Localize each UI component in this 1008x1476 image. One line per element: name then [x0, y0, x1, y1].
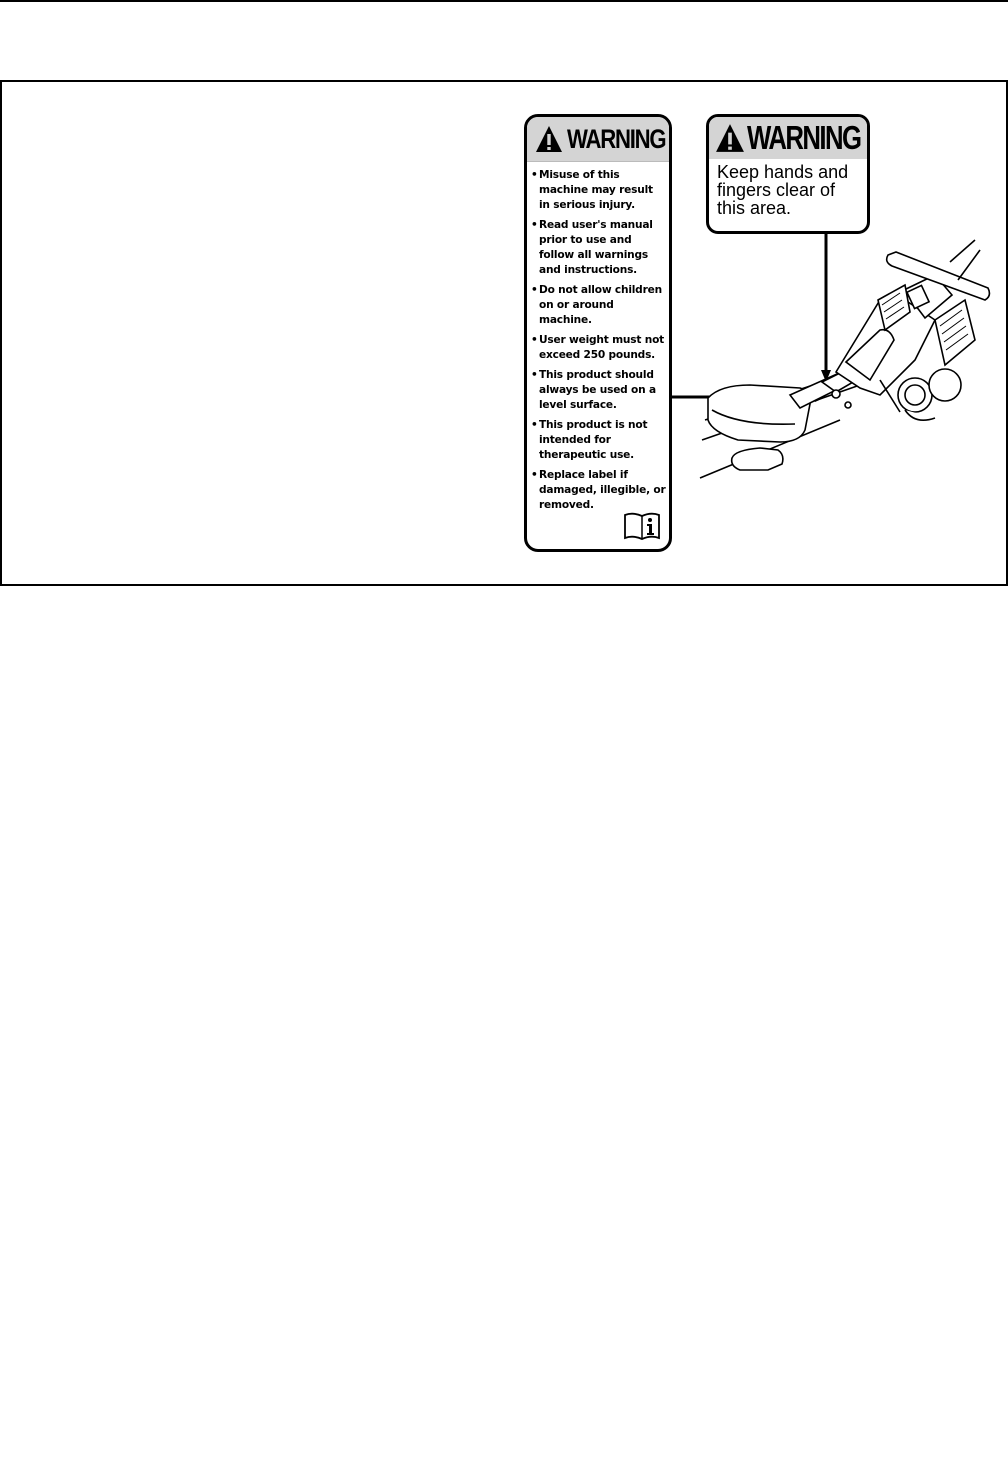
warning-list	[527, 168, 669, 513]
warning-item: • This product should always be used on a level surface.	[531, 368, 667, 413]
warning-body: Keep hands and fingers clear of this area.	[717, 162, 849, 218]
warning-item: • Misuse of this machine may result in serious injury.	[531, 168, 667, 213]
warning-item: • Read user's manual prior to use and follow all warnings and instructions.	[531, 218, 667, 278]
warning-label-pinch	[706, 114, 870, 234]
warning-label-general	[524, 114, 672, 552]
warning-triangle-icon	[535, 125, 563, 153]
manual-info-icon	[623, 511, 661, 541]
warning-triangle-icon	[715, 123, 745, 153]
warning-heading: WARNING	[567, 123, 666, 154]
warning-label-header	[709, 117, 867, 159]
warning-item: • This product is not intended for therapeutic use.	[531, 418, 667, 463]
warning-item: • Do not allow children on or around machine.	[531, 283, 667, 328]
warning-heading: WARNING	[747, 119, 861, 156]
warning-item: • Replace label if damaged, illegible, or removed.	[531, 468, 667, 513]
warning-label-header	[527, 117, 669, 162]
warning-item: • User weight must not exceed 250 pounds.	[531, 333, 667, 363]
top-rule	[0, 0, 1008, 2]
